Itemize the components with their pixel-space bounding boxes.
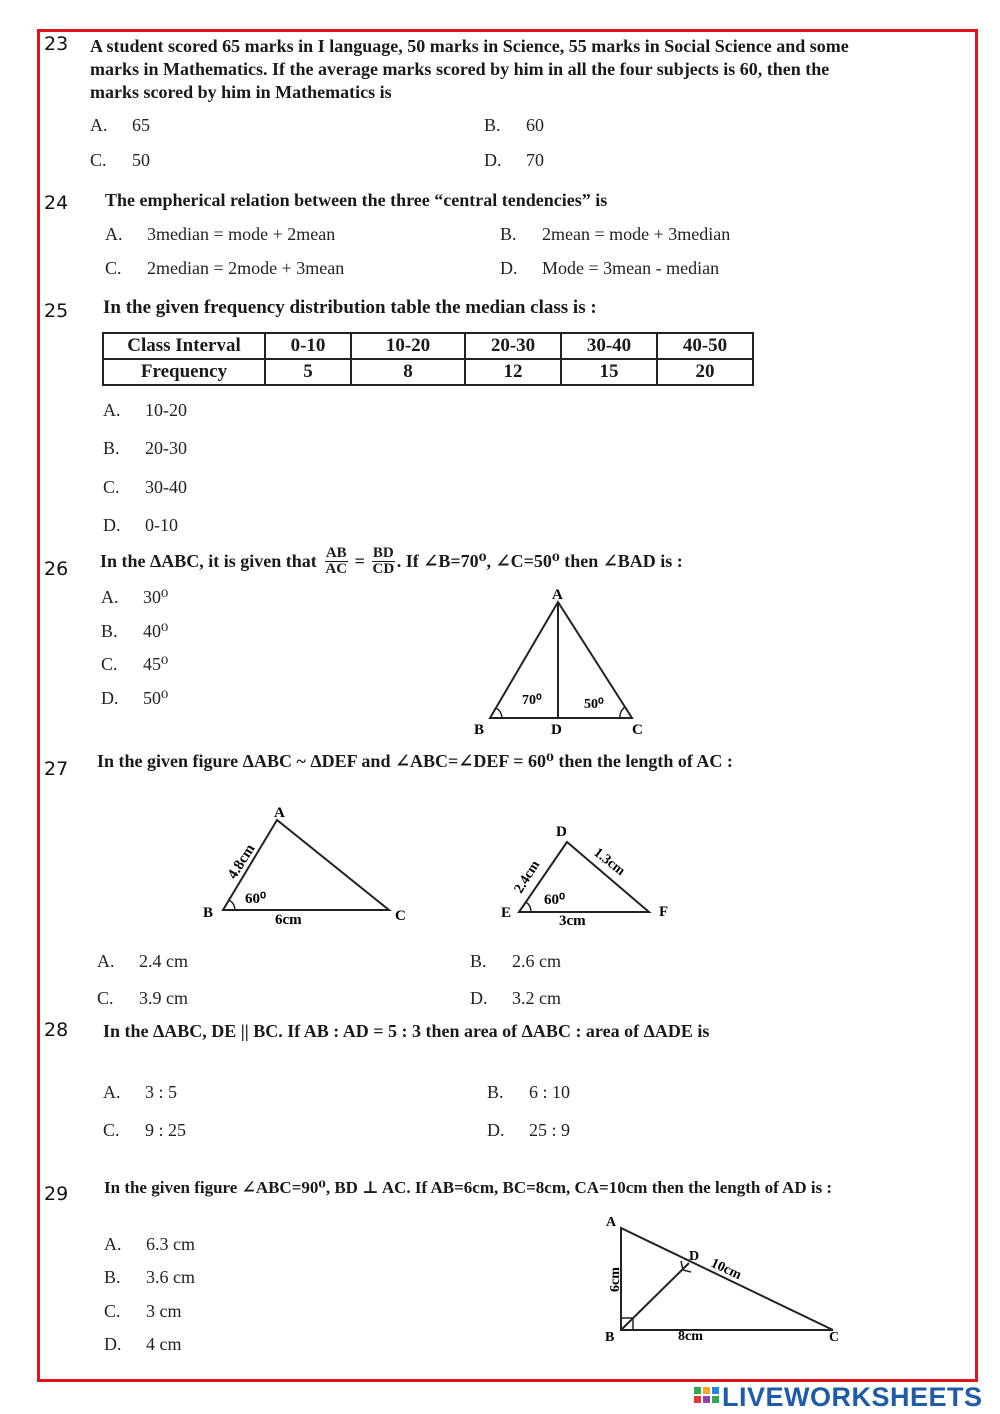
side-label: 6cm [608,1267,623,1292]
question-number: 23 [44,33,69,55]
fraction [325,546,348,577]
side-label: 10cm [708,1256,744,1284]
side-label: 6cm [275,912,302,928]
table-cell: 40-50 [657,333,753,359]
option-letter: B. [103,438,120,458]
table-cell: Class Interval [103,333,265,359]
side-label: 1.3cm [590,845,628,879]
option-d[interactable] [103,515,178,536]
question-text: The empherical relation between the three “central tendencies” is [105,190,608,210]
option-text: 65 [132,115,150,135]
vertex-label: D [689,1249,700,1264]
side-label: 8cm [678,1329,703,1344]
option-a[interactable] [90,115,150,136]
option-text: 4 cm [146,1334,182,1354]
option-a[interactable] [103,400,187,421]
option-text: 60 [526,115,544,135]
option-letter: B. [500,224,517,244]
option-text: 25 : 9 [529,1120,571,1140]
option-letter: D. [487,1120,505,1140]
option-b[interactable] [500,224,730,245]
option-letter: D. [103,515,121,535]
question-text-part: In the ΔABC, it is given that [100,551,317,571]
option-a[interactable] [103,1082,177,1103]
vertex-label: F [659,904,669,920]
option-letter: B. [484,115,501,135]
option-letter: D. [101,688,119,708]
option-d[interactable] [500,258,719,279]
question-text: In the ΔABC, DE || BC. If AB : AD = 5 : 3 then area of ΔABC : area of ΔADE is [103,1021,710,1041]
option-letter: C. [101,654,118,674]
table-cell: 15 [561,359,657,385]
option-letter: D. [470,988,488,1008]
option-text: Mode = 3mean - median [542,258,720,278]
option-c[interactable] [104,1301,182,1322]
question-number: 28 [44,1019,69,1041]
vertex-label: A [552,587,563,603]
option-text: 2median = 2mode + 3mean [147,258,345,278]
option-text: 6 : 10 [529,1082,571,1102]
question-text: In the given figure ΔABC ~ ΔDEF and ∠ABC=∠DEF = 60⁰ then the length of AC : [97,751,733,771]
triangle-abc-figure [460,582,680,742]
option-c[interactable] [97,988,188,1009]
option-d[interactable] [470,988,561,1009]
option-letter: D. [104,1334,122,1354]
frequency-table [102,332,754,386]
vertex-label: D [556,824,567,840]
vertex-label: A [274,805,285,821]
right-triangle-figure [595,1208,865,1348]
option-text: 0-10 [145,515,178,535]
question-text: A student scored 65 marks in I language, 50 marks in Science, 55 marks in Social Science and some marks in Mathematics. If the average marks scored by him in all the four subjects is 60, then the marks scored by him in Mathematics is [90,36,849,102]
triangle-def-figure [495,820,695,930]
table-cell: 20 [657,359,753,385]
option-c[interactable] [90,150,150,171]
table-row [103,359,753,385]
option-letter: A. [104,1234,122,1254]
option-letter: A. [103,400,121,420]
question-text: In the ΔABC, it is given that $\frac{AB}{AC}$ = $\frac{BD}{CD}$ . If ∠B=70⁰, ∠C=50⁰ then ∠BAD is : [100,545,683,577]
table-cell: 30-40 [561,333,657,359]
option-letter: B. [101,621,118,641]
option-b[interactable] [470,951,561,972]
option-letter: A. [103,1082,121,1102]
option-text: 9 : 25 [145,1120,187,1140]
table-cell: 8 [351,359,465,385]
option-letter: C. [97,988,114,1008]
option-letter: C. [104,1301,121,1321]
option-c[interactable] [103,1120,186,1141]
option-letter: D. [484,150,502,170]
option-letter: C. [105,258,122,278]
option-b[interactable] [487,1082,570,1103]
vertex-label: B [474,722,485,738]
fraction-numerator: BD [372,545,394,561]
option-text: 45⁰ [143,654,169,674]
liveworksheets-logo-icon [692,1384,722,1410]
option-b[interactable] [104,1267,195,1288]
side-label: 3cm [559,913,586,929]
option-text: 20-30 [145,438,187,458]
vertex-label: A [606,1215,617,1230]
option-a[interactable] [105,224,335,245]
liveworksheets-logo[interactable] [692,1384,983,1410]
table-row [103,333,753,359]
table-cell: Frequency [103,359,265,385]
question-number: 26 [44,558,69,580]
option-b[interactable] [101,621,168,642]
option-b[interactable] [484,115,544,136]
angle-label: 70⁰ [522,693,542,708]
option-text: 3 cm [146,1301,182,1321]
fraction-numerator: AB [325,545,347,561]
option-letter: D. [500,258,518,278]
question-text: In the given frequency distribution table the median class is : [103,297,597,318]
option-text: 3median = mode + 2mean [147,224,336,244]
option-b[interactable] [103,438,187,459]
option-text: 2.4 cm [139,951,188,971]
option-letter: C. [103,477,120,497]
option-text: 40⁰ [143,621,169,641]
table-cell: 12 [465,359,561,385]
angle-label: 50⁰ [584,697,604,712]
side-label: 4.8cm [224,841,259,883]
option-d[interactable] [487,1120,570,1141]
option-letter: B. [470,951,487,971]
fraction [372,546,395,577]
angle-label: 60⁰ [245,891,267,907]
question-number: 27 [44,758,69,780]
angle-label: 60⁰ [544,892,566,908]
option-letter: C. [103,1120,120,1140]
table-cell: 0-10 [265,333,351,359]
vertex-label: C [829,1330,840,1345]
fraction-denominator: CD [372,561,395,577]
option-letter: B. [487,1082,504,1102]
option-text: 50 [132,150,150,170]
question-number: 29 [44,1183,69,1205]
question-number: 25 [44,300,69,322]
option-letter: C. [90,150,107,170]
vertex-label: B [203,905,214,921]
option-c[interactable] [105,258,344,279]
option-text: 50⁰ [143,688,169,708]
option-text: 2.6 cm [512,951,561,971]
option-c[interactable] [101,654,168,675]
option-text: 6.3 cm [146,1234,195,1254]
option-text: 3.2 cm [512,988,561,1008]
table-cell: 20-30 [465,333,561,359]
table-cell: 5 [265,359,351,385]
option-text: 30⁰ [143,587,169,607]
option-letter: A. [90,115,108,135]
triangle-abc-figure [195,800,435,935]
vertex-label: C [632,722,643,738]
vertex-label: D [551,722,562,738]
table-cell: 10-20 [351,333,465,359]
vertex-label: E [501,905,512,921]
option-text: 70 [526,150,544,170]
question-text: In the given figure ∠ABC=90⁰, BD ⊥ AC. If AB=6cm, BC=8cm, CA=10cm then the length of AD is : [104,1178,833,1197]
option-letter: A. [97,951,115,971]
fraction-denominator: AC [325,561,348,577]
option-letter: A. [101,587,119,607]
side-label: 2.4cm [511,858,544,897]
option-d[interactable] [484,150,544,171]
option-d[interactable] [104,1334,182,1355]
option-c[interactable] [103,477,187,498]
option-text: 3.9 cm [139,988,188,1008]
option-text: 3.6 cm [146,1267,195,1287]
question-text-part: . If ∠B=70⁰, ∠C=50⁰ then ∠BAD is : [396,551,683,571]
option-a[interactable] [104,1234,195,1255]
option-d[interactable] [101,688,168,709]
option-letter: A. [105,224,123,244]
brand-name: LIVEWORKSHEETS [722,1382,983,1412]
option-text: 10-20 [145,400,187,420]
vertex-label: C [395,908,406,924]
option-letter: B. [104,1267,121,1287]
option-a[interactable] [97,951,188,972]
option-text: 2mean = mode + 3median [542,224,731,244]
option-text: 3 : 5 [145,1082,178,1102]
option-text: 30-40 [145,477,187,497]
vertex-label: B [605,1330,615,1345]
option-a[interactable] [101,587,168,608]
question-number: 24 [44,192,69,214]
